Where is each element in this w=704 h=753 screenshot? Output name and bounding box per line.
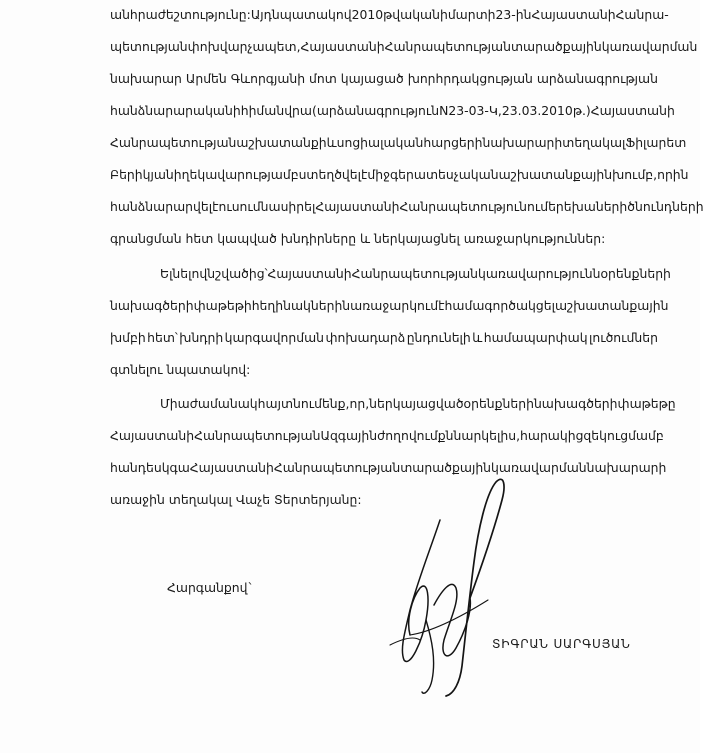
- text-line: [110, 135, 687, 151]
- word: նախարարի: [482, 135, 563, 150]
- word: նախագծերի: [533, 396, 618, 411]
- text-line: [110, 71, 658, 87]
- word: խնդրի: [179, 330, 224, 345]
- text-line: [160, 396, 676, 412]
- word: 23.03.2010: [501, 103, 573, 118]
- word: կառավարման: [491, 460, 587, 475]
- word: ծնունդների: [627, 199, 704, 214]
- word: հանդես: [110, 460, 162, 475]
- word: կառավարման: [601, 39, 698, 54]
- word: օրենքների: [463, 396, 534, 411]
- word: աշխատանքային: [554, 298, 669, 313]
- word: Ֆիլարետ: [625, 135, 687, 150]
- word: թ.): [572, 103, 591, 118]
- word: որ,: [349, 396, 370, 411]
- word: համագործակցել: [444, 298, 555, 313]
- word: փոխադարձ: [325, 330, 406, 345]
- word: Բերիկյանի: [110, 167, 182, 182]
- word: տարածքային: [510, 39, 602, 54]
- word: հանձնարարականի: [110, 103, 241, 118]
- word: տեղակալ: [562, 135, 626, 150]
- text-line: [110, 298, 669, 314]
- word: Հայաստանի: [110, 428, 195, 443]
- word: խմբի: [110, 330, 146, 345]
- text-line: [110, 167, 689, 183]
- word: արձանագրության: [536, 71, 658, 86]
- word: հարցերի: [423, 135, 483, 150]
- text-line: [110, 428, 664, 444]
- word: աշխատանքի: [236, 135, 327, 150]
- word: նախագծերի: [110, 298, 194, 313]
- word: հանձնարարվել: [110, 199, 213, 214]
- text-line: [160, 266, 671, 282]
- word: Հանրապետության: [273, 460, 401, 475]
- word: Հանրա-: [615, 7, 669, 22]
- word: ղեկավարությամբ: [181, 167, 299, 182]
- word: տարածքային: [400, 460, 492, 475]
- word: խորհրդակցության: [407, 71, 533, 86]
- word: թվականի: [383, 7, 448, 22]
- word: 23-ին: [495, 7, 532, 22]
- word: է: [360, 167, 368, 182]
- word: Հանրապետության: [384, 39, 511, 54]
- word: մոտ: [309, 71, 337, 86]
- closing-salutation: Հարգանքով`: [167, 580, 254, 595]
- word: հետ՝: [147, 330, 178, 345]
- word: Հանրապետության: [110, 135, 237, 150]
- word: նախարարի: [586, 460, 667, 475]
- word: օրենքների: [600, 266, 671, 281]
- word: հիման: [240, 103, 285, 118]
- text-line: գրանցման հետ կապված խնդիրները և ներկայացնել առաջարկություններ:: [110, 231, 606, 246]
- word: Հայաստանի: [300, 39, 385, 54]
- text-line: [110, 199, 704, 215]
- signatory-name: ՏԻԳՐԱՆ ՍԱՐԳՍՅԱՆ: [492, 637, 631, 651]
- word: Հանրապետության: [194, 428, 321, 443]
- word: և: [472, 330, 483, 345]
- word: անհրաժեշտությունը:: [110, 7, 251, 22]
- word: քննարկելիս,: [437, 428, 521, 443]
- text-line: [110, 7, 669, 23]
- word: փոխվարչապետ,: [187, 39, 301, 54]
- word: Հանրապետությունում: [399, 199, 549, 214]
- word: ժողովում: [377, 428, 438, 443]
- word: է: [438, 298, 445, 313]
- word: կարգավորման: [224, 330, 324, 345]
- word: ենք,: [321, 396, 350, 411]
- word: լուծումներ: [588, 330, 658, 345]
- text-line: [110, 330, 658, 346]
- word: համապարփակ: [483, 330, 588, 345]
- word: նախարար: [110, 71, 182, 86]
- word: ուսումնասիրել: [218, 199, 316, 214]
- word: փաթեթի: [193, 298, 252, 313]
- word: ներկայացված: [369, 396, 464, 411]
- word: (արձանագրություն: [311, 103, 440, 118]
- word: Հայաստանի: [267, 266, 352, 281]
- word: Հանրապետության: [351, 266, 478, 281]
- word: Հայաստանի: [590, 103, 675, 118]
- word: Հայաստանի: [315, 199, 400, 214]
- word: և: [326, 135, 337, 150]
- word: Գևորգյանի: [230, 71, 306, 86]
- handwritten-signature: [370, 470, 510, 700]
- word: Ազգային: [320, 428, 378, 443]
- text-line: առաջին տեղակալ Վաչե Տերտերյանը:: [110, 492, 362, 507]
- text-line: [110, 39, 698, 55]
- word: է: [212, 199, 219, 214]
- word: ընդունելի: [406, 330, 471, 345]
- word: զեկուցմամբ: [583, 428, 664, 443]
- word: Հայաստանի: [531, 7, 616, 22]
- text-line: [110, 103, 675, 119]
- word: N: [439, 103, 449, 118]
- word: Միաժամանակ: [160, 396, 258, 411]
- word: երեխաների: [548, 199, 628, 214]
- word: պետության: [110, 39, 188, 54]
- word: կառավարությունն: [478, 266, 601, 281]
- word: նպատակով: [271, 7, 352, 22]
- word: Այդ: [250, 7, 272, 22]
- word: հարակից: [520, 428, 584, 443]
- word: առաջարկում: [350, 298, 439, 313]
- word: որին: [657, 167, 689, 182]
- word: հայտնում: [257, 396, 322, 411]
- word: Ելնելով: [160, 266, 208, 281]
- word: 23-03-Կ,: [448, 103, 502, 118]
- word: նշվածից՝: [207, 266, 268, 281]
- word: աշխատանքային: [498, 167, 613, 182]
- word: միջգերատեսչական: [367, 167, 499, 182]
- word: մարտի: [447, 7, 496, 22]
- text-line: գտնելու նպատակով:: [110, 362, 251, 377]
- word: Արմեն: [185, 71, 227, 86]
- word: ստեղծվել: [298, 167, 361, 182]
- word: կգա: [161, 460, 190, 475]
- word: սոցիալական: [336, 135, 424, 150]
- word: կայացած: [340, 71, 404, 86]
- word: խումբ,: [612, 167, 658, 182]
- word: փաթեթը: [617, 396, 676, 411]
- word: վրա: [284, 103, 312, 118]
- word: 2010: [351, 7, 384, 22]
- word: հեղինակներին: [251, 298, 351, 313]
- word: Հայաստանի: [189, 460, 274, 475]
